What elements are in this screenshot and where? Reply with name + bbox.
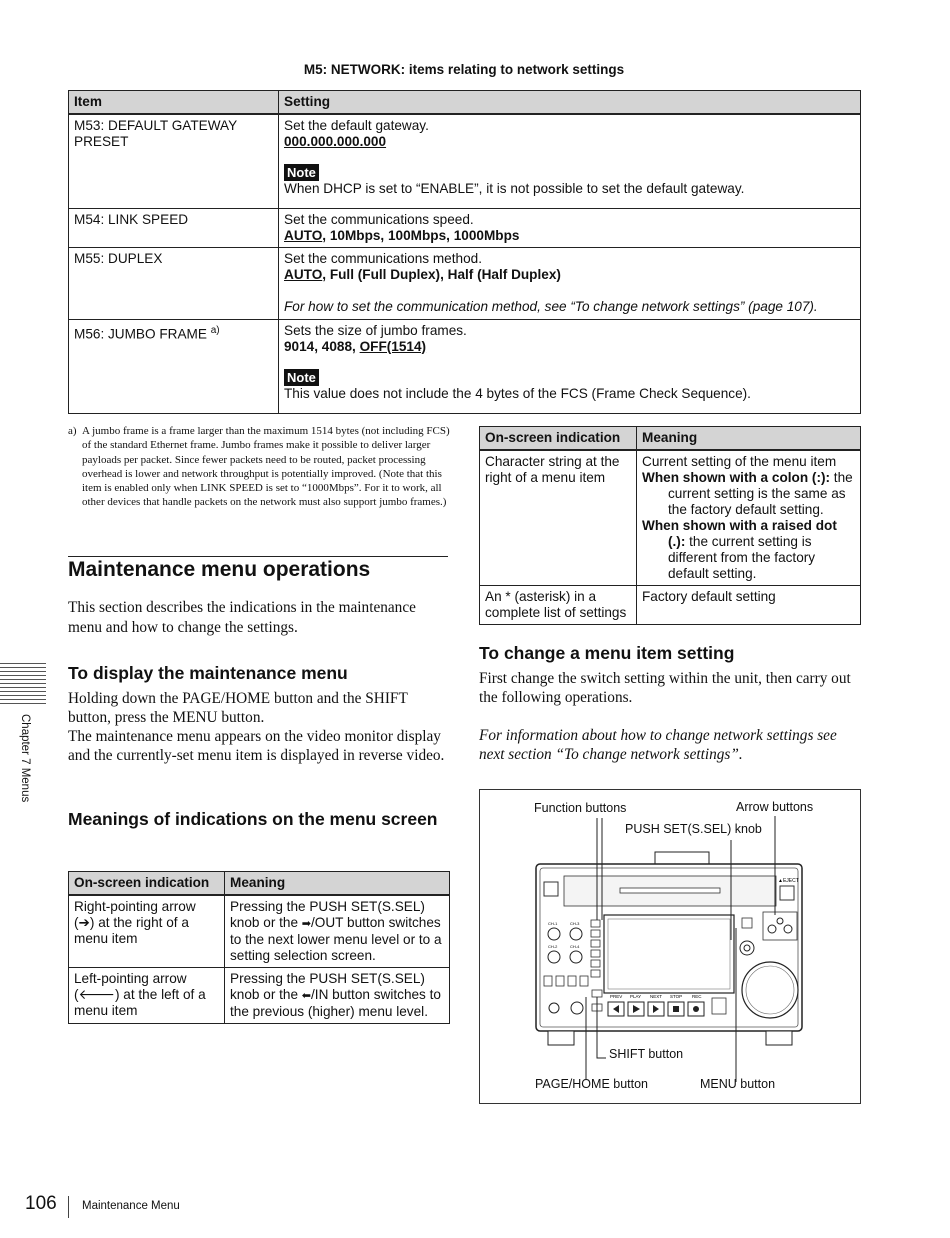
display-menu-body	[68, 689, 448, 765]
note-text: This value does not include the 4 bytes of the FCS (Frame Check Sequence).	[284, 385, 751, 401]
dot-explanation	[642, 518, 855, 582]
table-row	[69, 114, 861, 208]
indication-table-arrows	[68, 871, 450, 1024]
note-label: Note	[284, 369, 319, 386]
section-heading: Maintenance menu operations	[68, 558, 371, 581]
setting-cell	[279, 247, 861, 319]
page-home-button	[592, 990, 602, 997]
meaning-text: Pressing the PUSH SET(S.SEL) knob or the	[230, 899, 425, 930]
footer-divider	[68, 1196, 69, 1218]
section-divider	[68, 556, 448, 557]
setting-text: Set the communications speed.	[284, 211, 474, 227]
push-set-knob-label: PUSH SET(S.SEL) knob	[625, 822, 762, 836]
change-setting-reference: For information about how to change network settings see next section “To change network settings”.	[479, 727, 837, 763]
dot-label: When shown with a raised dot (.):	[642, 518, 837, 549]
m5-network-table	[68, 90, 861, 414]
setting-cell	[279, 208, 861, 247]
setting-cell	[279, 114, 861, 208]
next-text: NEXT	[650, 994, 663, 999]
ch4-text: CH-4	[570, 944, 580, 949]
power-button	[544, 882, 558, 896]
display-menu-heading: To display the maintenance menu	[68, 663, 348, 683]
chapter-tab	[0, 663, 46, 707]
indication-cell: Right-pointing arrow (➔) at the right of a menu item	[69, 895, 225, 968]
thumbnail-buttons	[712, 998, 726, 1014]
ch1-text: CH-1	[548, 921, 558, 926]
col-header-meaning: Meaning	[225, 872, 450, 896]
in-arrow-icon: ⬅	[301, 990, 312, 1002]
colon-text: the current setting is the same as the factory default setting.	[668, 470, 853, 517]
meaning-text: /OUT button switches to the next lower menu level or to a setting selection screen.	[230, 915, 442, 963]
note-label: Note	[284, 164, 319, 181]
ch2-text: CH-2	[548, 944, 558, 949]
lcd-screen	[604, 915, 734, 993]
meanings-heading: Meanings of indications on the menu screen	[68, 809, 438, 829]
display-menu-result: The maintenance menu appears on the video monitor display and the currently-set menu item is displayed in reverse video.	[68, 728, 445, 764]
function-buttons-label: Function buttons	[534, 801, 627, 815]
meaning-text: Current setting of the menu item	[642, 454, 837, 469]
setting-value: 000.000.000.000	[284, 134, 387, 149]
ch3-text: CH-3	[570, 921, 580, 926]
rec-text: REC	[692, 994, 702, 999]
meaning-text: /IN button switches to the previous (higher) menu level.	[230, 987, 441, 1019]
dot-text: the current setting is different from the factory default setting.	[668, 534, 816, 581]
page-number: 106	[25, 1193, 57, 1214]
menu-button-label: MENU button	[700, 1077, 776, 1091]
footnote-ref: a)	[210, 324, 220, 336]
default-value: AUTO	[284, 227, 323, 243]
arrow-buttons	[763, 912, 797, 940]
display-menu-step: Holding down the PAGE/HOME button and the SHIFT button, press the MENU button.	[68, 690, 408, 726]
device-foot	[548, 1031, 574, 1045]
default-value: AUTO	[284, 266, 323, 282]
prev-text: PREV	[610, 994, 623, 999]
arrow-buttons-label: Arrow buttons	[736, 800, 814, 814]
indication-table-settings	[479, 426, 861, 625]
col-header-item: Item	[69, 91, 279, 115]
col-header-indication: On-screen indication	[480, 427, 637, 451]
col-header-meaning: Meaning	[637, 427, 861, 451]
colon-explanation	[642, 470, 855, 518]
table-row	[480, 586, 861, 625]
table-row	[69, 208, 861, 247]
item-cell: M55: DUPLEX	[69, 247, 279, 319]
eject-button	[780, 886, 794, 900]
device-figure	[479, 789, 861, 1104]
setting-values: 9014, 4088,	[284, 338, 360, 354]
meaning-cell	[637, 450, 861, 586]
setting-values: , 10Mbps, 100Mbps, 1000Mbps	[322, 227, 520, 243]
reference-text: For how to set the communication method, see “To change network settings” (page 107).	[284, 298, 818, 314]
setting-cell	[279, 319, 861, 413]
shift-button-label: SHIFT button	[609, 1047, 684, 1061]
indication-cell: Left-pointing arrow (🡐) at the left of a menu item	[69, 968, 225, 1024]
col-header-indication: On-screen indication	[69, 872, 225, 896]
footnote-text: A jumbo frame is a frame larger than the maximum 1514 bytes (not including FCS) of the standard Ethernet frame. Jumbo frames make it possible to deliver larger payloads per packet. Since fewer packets need to be routed, packet processing overhead is lower and network throughput is potentially improved. (Note that this item is enabled only when LINK SPEED is set to “1000Mbps”. For it to work, all other devices that handle packets on the network must also support jumbo frames.)	[82, 425, 450, 509]
device-illustration	[480, 790, 860, 1103]
footnote	[68, 424, 450, 510]
change-setting-body: First change the switch setting within the unit, then carry out the following operations.	[479, 670, 851, 706]
table-row	[69, 968, 450, 1024]
table-row	[69, 247, 861, 319]
page-home-button-label: PAGE/HOME button	[535, 1077, 649, 1091]
level-knob	[571, 1002, 583, 1014]
stop-text: STOP	[670, 994, 683, 999]
jog-shuttle-dial	[742, 962, 798, 1018]
item-label: M56: JUMBO FRAME	[74, 326, 207, 342]
phones-jack	[549, 1003, 559, 1013]
meaning-cell	[225, 895, 450, 968]
change-setting-heading: To change a menu item setting	[479, 643, 735, 663]
chapter-label: Chapter 7 Menus	[19, 714, 31, 803]
default-value: OFF(1514)	[359, 338, 427, 354]
out-arrow-icon: ➡	[301, 918, 312, 930]
play-text: PLAY	[630, 994, 642, 999]
setting-text: Set the default gateway.	[284, 118, 429, 133]
push-set-knob	[740, 941, 754, 955]
menu-button	[742, 918, 752, 928]
indication-cell: Character string at the right of a menu item	[480, 450, 637, 586]
footnote-label: a)	[68, 425, 77, 437]
eject-text: ▲EJECT	[778, 878, 799, 884]
m5-table-title: M5: NETWORK: items relating to network settings	[303, 62, 625, 77]
col-header-setting: Setting	[279, 91, 861, 115]
section-intro: This section describes the indications in the maintenance menu and how to change the settings.	[68, 599, 416, 636]
device-handle	[655, 852, 709, 864]
table-row	[69, 319, 861, 413]
setting-text: Set the communications method.	[284, 250, 482, 266]
setting-text: Sets the size of jumbo frames.	[284, 322, 467, 338]
table-row	[480, 450, 861, 586]
meaning-cell: Factory default setting	[637, 586, 861, 625]
device-foot	[766, 1031, 792, 1045]
table-row	[69, 895, 450, 968]
setting-values: , Full (Full Duplex), Half (Half Duplex)	[322, 266, 561, 282]
item-cell	[69, 319, 279, 413]
disc-slot	[620, 888, 720, 893]
meaning-cell	[225, 968, 450, 1024]
note-text: When DHCP is set to “ENABLE”, it is not possible to set the default gateway.	[284, 181, 745, 196]
item-cell: M54: LINK SPEED	[69, 208, 279, 247]
colon-label: When shown with a colon (:):	[642, 470, 831, 485]
footer-section: Maintenance Menu	[82, 1200, 180, 1212]
meaning-text: Pressing the PUSH SET(S.SEL) knob or the	[230, 971, 425, 1002]
item-cell: M53: DEFAULT GATEWAY PRESET	[69, 114, 279, 208]
indication-cell: An * (asterisk) in a complete list of settings	[480, 586, 637, 625]
